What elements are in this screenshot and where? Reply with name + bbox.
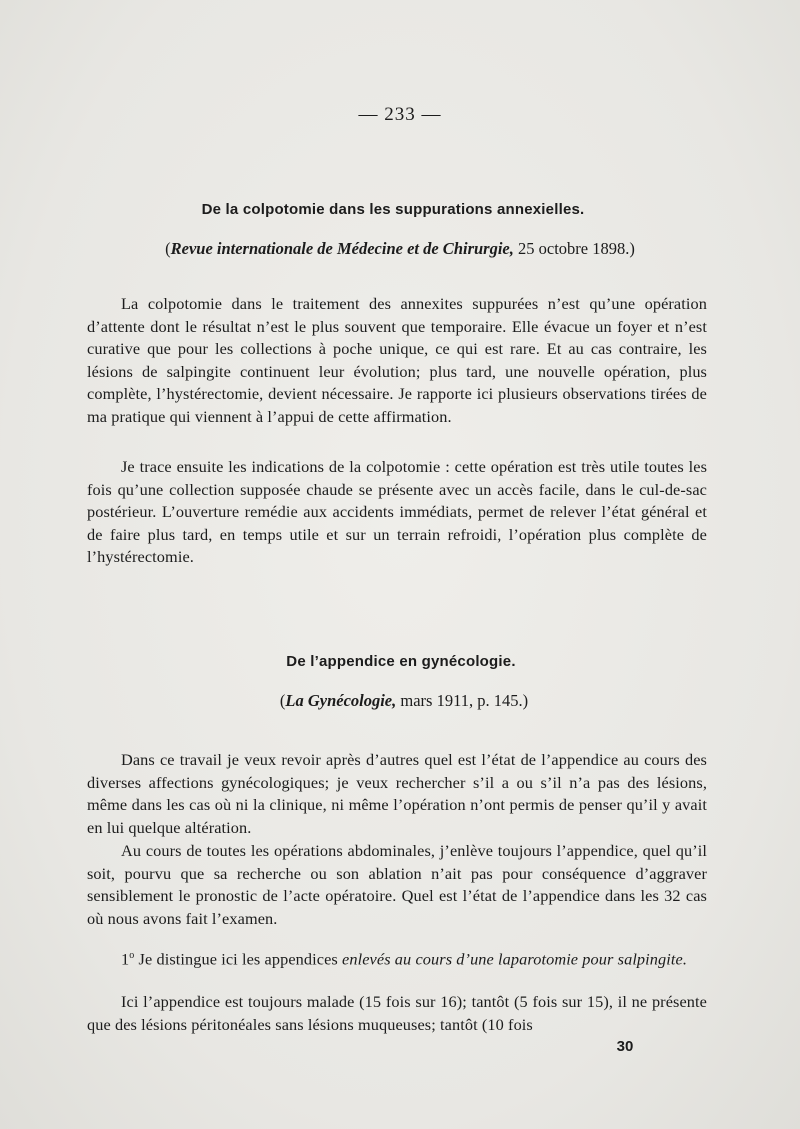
signature-mark: 30: [616, 1038, 634, 1055]
section-title-colpotomie: De la colpotomie dans les suppurations annexielles.: [201, 201, 585, 218]
source-journal: La Gynécologie,: [285, 691, 397, 710]
section-title-appendice: De l’appendice en gynécologie.: [286, 653, 516, 670]
paragraph: La colpotomie dans le traitement des annexites suppurées n’est qu’une opération d’attente dont le résultat n’est le plus souvent que temporaire. Elle évacue un foyer et n’est curative que pour les collections à poche unique, ce qui est rare. Et au cas contraire, les lésions de salpingite continuent leur évolution; plus tard, une nouvelle opération, plus complète, l’hystérectomie, devient nécessaire. Je rapporte ici plusieurs observations tirées de ma pratique qui viennent à l’appui de cette affirmation.: [87, 294, 707, 426]
item-italic: enlevés au cours d’une laparotomie pour salpingite.: [342, 949, 688, 969]
source-journal: Revue internationale de Médecine et de Chirurgie,: [170, 239, 514, 258]
section-source-colpotomie: (Revue internationale de Médecine et de Chirurgie, 25 octobre 1898.): [165, 239, 635, 258]
paragraph: Au cours de toutes les opérations abdominales, j’enlève toujours l’appendice, quel qu’il soit, pourvu que sa recherche ou son ablation n’ait pas pour conséquence d’aggraver sensiblement le pronostic de l’acte opératoire. Quel est l’état de l’appendice dans les 32 cas où nous avons fait l’examen.: [87, 841, 707, 928]
numbered-item: 1$^o$ Je distingue ici les appendices enlevés au cours d’une laparotomie pour salpingite.: [121, 949, 688, 969]
section-source-appendice: (La Gynécologie, mars 1911, p. 145.): [279, 691, 529, 710]
paragraph: Dans ce travail je veux revoir après d’autres quel est l’état de l’appendice au cours des diverses affections gynécologiques; je veux rechercher s’il a ou s’il n’a pas des lésions, même dans les cas où ni la clinique, ni même l’opération n’ont permis de penser qu’il y avait en lui quelque altération.: [87, 750, 707, 837]
paragraph: Ici l’appendice est toujours malade (15 fois sur 16); tantôt (5 fois sur 15), il ne présente que des lésions péritonéales sans lésions muqueuses; tantôt (10 fois: [87, 992, 707, 1034]
page-number: — 233 —: [358, 104, 442, 125]
paragraph: Je trace ensuite les indications de la colpotomie : cette opération est très utile toutes les fois qu’une collection supposée chaude se présente avec un accès facile, dans le cul-de-sac postérieur. L’ouverture remédie aux accidents immédiats, permet de relever l’état général et de faire plus tard, en temps utile et sur un terrain refroidi, l’opération plus complète de l’hystérectomie.: [87, 457, 707, 567]
